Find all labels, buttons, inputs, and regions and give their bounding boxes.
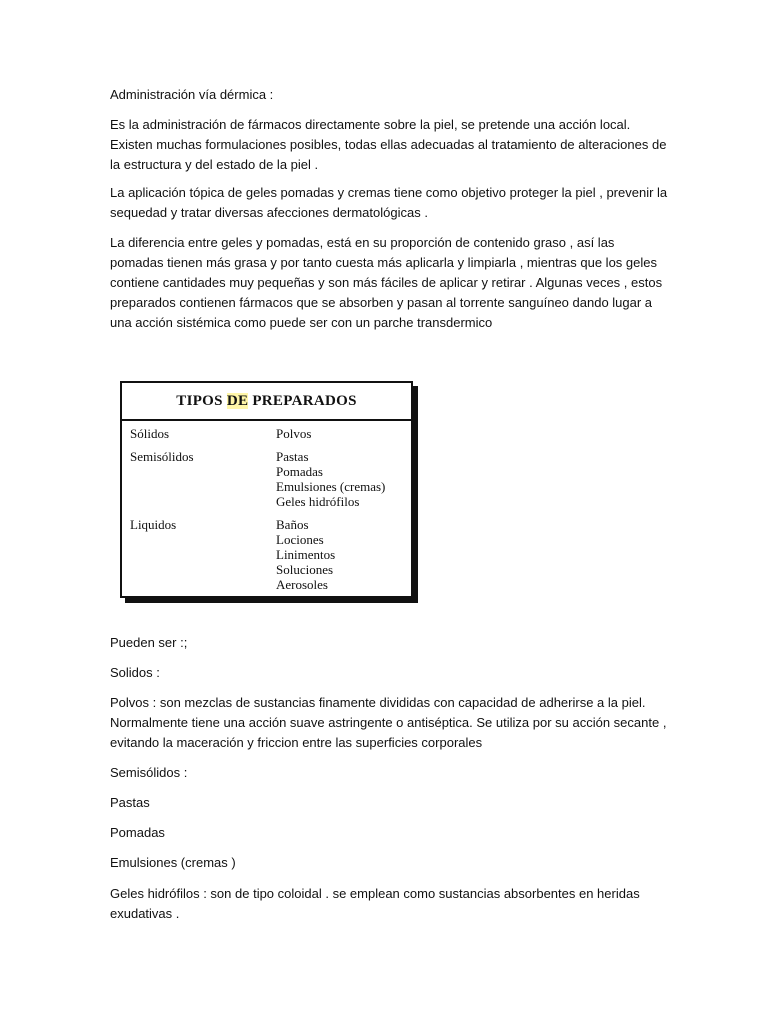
- topical-paragraph: La aplicación tópica de geles pomadas y cremas tiene como objetivo proteger la piel , prevenir la sequedad y tratar diversas afecciones dermatológicas .: [110, 185, 668, 220]
- figure-item: Linimentos: [276, 547, 336, 562]
- pastas-label: Pastas: [110, 795, 150, 810]
- pomadas-label: Pomadas: [110, 825, 165, 840]
- pueden-ser-label: Pueden ser :;: [110, 635, 188, 650]
- figure-item-list: [276, 449, 385, 509]
- geles-paragraph: Geles hidrófilos : son de tipo coloidal . se emplean como sustancias absorbentes en heridas exudativas .: [110, 886, 640, 921]
- figure-item: Polvos: [276, 426, 312, 441]
- figure-item: Lociones: [276, 532, 324, 547]
- figure-title-part1: TIPOS: [176, 393, 227, 409]
- semisolidos-heading: Semisólidos :: [110, 765, 188, 780]
- figure-title-highlight: DE: [226, 393, 249, 409]
- figure-item: Aerosoles: [276, 577, 328, 592]
- figure-item: Baños: [276, 517, 309, 532]
- figure-item: Emulsiones (cremas): [276, 479, 386, 494]
- figure-category: Sólidos: [130, 426, 170, 441]
- figure-divider: [122, 419, 411, 421]
- figure-item: Geles hidrófilos: [276, 494, 360, 509]
- figure-item-list: [276, 426, 311, 441]
- figure-item-list: [276, 517, 335, 592]
- figure-title: [122, 393, 411, 410]
- figure-category: Semisólidos: [130, 449, 194, 464]
- solidos-heading: Solidos :: [110, 665, 160, 680]
- figure-item: Soluciones: [276, 562, 334, 577]
- figure-item: Pomadas: [276, 464, 323, 479]
- intro-paragraph: Es la administración de fármacos directamente sobre la piel, se pretende una acción local. Existen muchas formulaciones posibles, todas ellas adecuadas al tratamiento de alteraciones de la estructura y del estado de la piel .: [110, 117, 667, 172]
- gels-vs-ointments-paragraph: La diferencia entre geles y pomadas, está en su proporción de contenido graso , así las pomadas tienen más grasa y por tanto cuesta más aplicarla y limpiarla , mientras que los geles contiene cantidades muy pequeñas y son más fáciles de aplicar y retirar . Algunas veces , estos preparados contienen fármacos que se absorben y pasan al torrente sanguíneo dando lugar a una acción sistémica como puede ser con un parche transdermico: [110, 235, 663, 330]
- figure-item: Pastas: [276, 449, 309, 464]
- figure-category: Liquidos: [130, 517, 177, 532]
- preparations-table-figure: [120, 381, 413, 598]
- section-heading: Administración vía dérmica :: [110, 87, 274, 102]
- polvos-paragraph: Polvos : son mezclas de sustancias finamente divididas con capacidad de adherirse a la piel. Normalmente tiene una acción suave astringente o antiséptica. Se utiliza por su acción secante , evitando la maceración y friccion entre las superficies corporales: [110, 695, 667, 750]
- figure-title-part2: PREPARADOS: [248, 393, 357, 409]
- emulsiones-label: Emulsiones (cremas ): [110, 855, 236, 870]
